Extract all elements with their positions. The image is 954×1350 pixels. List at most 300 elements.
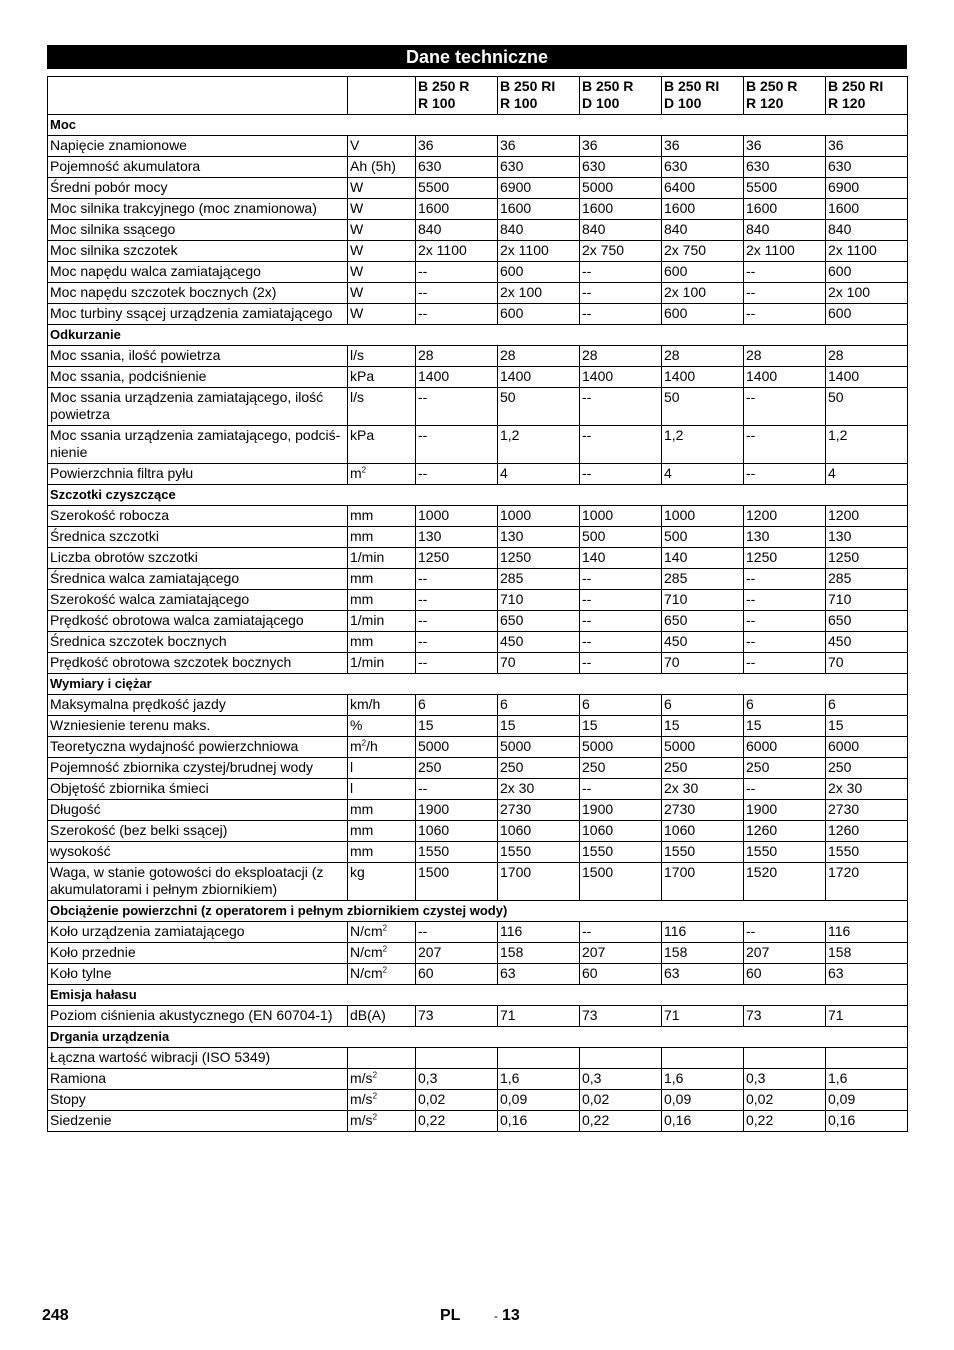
value-cell: -- (416, 283, 498, 304)
value-cell: 250 (498, 758, 580, 779)
value-cell: 116 (826, 922, 908, 943)
unit-cell (348, 220, 416, 241)
parameter-name: Koło tylne (48, 964, 348, 985)
unit-text: W (350, 263, 364, 279)
section-header-row (48, 985, 908, 1006)
value-cell: 73 (744, 1006, 826, 1027)
value-cell: 840 (744, 220, 826, 241)
unit-text: mm (350, 570, 374, 586)
unit-superscript: 2 (372, 1070, 378, 1080)
value-cell: -- (744, 922, 826, 943)
table-row (48, 241, 908, 262)
unit-cell (348, 632, 416, 653)
value-cell: 630 (826, 157, 908, 178)
page-title: Dane techniczne (47, 45, 907, 69)
parameter-name: Maksymalna prędkość jazdy (48, 695, 348, 716)
value-cell: -- (416, 569, 498, 590)
value-cell: 36 (662, 136, 744, 157)
parameter-name: Moc napędu szczotek bocznych (2x) (48, 283, 348, 304)
value-cell: 28 (498, 346, 580, 367)
unit-text: l/s (350, 389, 364, 405)
value-cell: 50 (498, 388, 580, 426)
value-cell: 1550 (416, 842, 498, 863)
unit-cell (348, 964, 416, 985)
table-row (48, 1048, 908, 1069)
value-cell: 36 (826, 136, 908, 157)
value-cell: 0,16 (826, 1111, 908, 1132)
value-cell: 1400 (826, 367, 908, 388)
value-cell: 0,3 (744, 1069, 826, 1090)
value-cell: -- (416, 590, 498, 611)
value-cell: 710 (826, 590, 908, 611)
parameter-name: Liczba obrotów szczotki (48, 548, 348, 569)
value-cell: 1600 (580, 199, 662, 220)
unit-superscript: 2 (382, 944, 388, 954)
unit-text: kPa (350, 368, 375, 384)
value-cell: 1250 (826, 548, 908, 569)
unit-text: kPa (350, 427, 375, 443)
value-cell: 0,09 (498, 1090, 580, 1111)
unit-cell (348, 199, 416, 220)
value-cell: 1,2 (498, 426, 580, 464)
table-row (48, 157, 908, 178)
value-cell: -- (580, 388, 662, 426)
table-row (48, 426, 908, 464)
value-cell: 1000 (416, 506, 498, 527)
value-cell: 0,16 (498, 1111, 580, 1132)
value-cell: 710 (498, 590, 580, 611)
table-row (48, 653, 908, 674)
value-cell: -- (580, 611, 662, 632)
model-header-cell: B 250 RI D 100 (662, 77, 744, 115)
value-cell: 1550 (662, 842, 744, 863)
table-row (48, 821, 908, 842)
table-row (48, 262, 908, 283)
unit-cell (348, 569, 416, 590)
value-cell: 1550 (744, 842, 826, 863)
unit-cell (348, 1048, 416, 1069)
value-cell: 600 (662, 304, 744, 325)
parameter-name: Moc silnika trakcyjnego (moc znamionowa) (48, 199, 348, 220)
unit-cell (348, 779, 416, 800)
value-cell: 2x 750 (662, 241, 744, 262)
value-cell: 1250 (744, 548, 826, 569)
value-cell: 130 (744, 527, 826, 548)
unit-text: mm (350, 822, 374, 838)
header-blank-cell (348, 77, 416, 115)
unit-superscript: 2 (372, 1112, 378, 1122)
parameter-name: Długość (48, 800, 348, 821)
parameter-name: Prędkość obrotowa walca zamiatającego (48, 611, 348, 632)
model-header-cell: B 250 RI R 100 (498, 77, 580, 115)
value-cell: 2730 (662, 800, 744, 821)
value-cell (744, 1048, 826, 1069)
parameter-name: Koło urządzenia zamiatającego (48, 922, 348, 943)
unit-cell (348, 283, 416, 304)
section-title: Wymiary i ciężar (48, 674, 908, 695)
value-cell: 1900 (580, 800, 662, 821)
value-cell: 840 (416, 220, 498, 241)
unit-cell (348, 136, 416, 157)
value-cell: -- (416, 922, 498, 943)
parameter-name: Średnica szczotki (48, 527, 348, 548)
value-cell: 63 (826, 964, 908, 985)
unit-cell (348, 1090, 416, 1111)
unit-cell (348, 262, 416, 283)
value-cell: 50 (662, 388, 744, 426)
unit-text: km/h (350, 696, 381, 712)
value-cell: 1700 (662, 863, 744, 901)
parameter-name: Waga, w stanie gotowości do eksploatacji (z akumulatorami i pełnym zbiornikiem) (48, 863, 348, 901)
page-number: 248 (42, 1307, 69, 1324)
language-code: PL (440, 1307, 461, 1324)
value-cell: 63 (662, 964, 744, 985)
value-cell: 28 (662, 346, 744, 367)
value-cell (498, 1048, 580, 1069)
unit-text: l/s (350, 347, 364, 363)
parameter-name: Moc ssania, podciśnienie (48, 367, 348, 388)
table-row (48, 716, 908, 737)
value-cell: 130 (416, 527, 498, 548)
value-cell: 15 (662, 716, 744, 737)
parameter-name: Moc silnika szczotek (48, 241, 348, 262)
value-cell: 28 (744, 346, 826, 367)
value-cell: 6000 (826, 737, 908, 758)
value-cell: 71 (662, 1006, 744, 1027)
table-row (48, 922, 908, 943)
value-cell: 1500 (416, 863, 498, 901)
value-cell: 60 (416, 964, 498, 985)
table-row (48, 1090, 908, 1111)
value-cell: 840 (498, 220, 580, 241)
value-cell: 158 (662, 943, 744, 964)
value-cell: 1900 (416, 800, 498, 821)
unit-text: W (350, 305, 364, 321)
unit-cell (348, 611, 416, 632)
table-row (48, 178, 908, 199)
value-cell: 630 (498, 157, 580, 178)
parameter-name: Średnica walca zamiatającego (48, 569, 348, 590)
value-cell: -- (416, 779, 498, 800)
value-cell: 4 (826, 464, 908, 485)
value-cell: 36 (580, 136, 662, 157)
value-cell: 450 (662, 632, 744, 653)
value-cell: -- (580, 304, 662, 325)
unit-text: W (350, 284, 364, 300)
value-cell: 130 (826, 527, 908, 548)
unit-text: 1/min (350, 549, 385, 565)
table-row (48, 842, 908, 863)
value-cell: 0,02 (744, 1090, 826, 1111)
specifications-table (47, 76, 908, 1132)
value-cell: -- (744, 632, 826, 653)
value-cell: 71 (826, 1006, 908, 1027)
parameter-name: Ramiona (48, 1069, 348, 1090)
value-cell: 450 (498, 632, 580, 653)
value-cell: 15 (416, 716, 498, 737)
value-cell: 0,22 (416, 1111, 498, 1132)
unit-cell (348, 695, 416, 716)
value-cell: 207 (744, 943, 826, 964)
value-cell: 250 (744, 758, 826, 779)
value-cell: 5000 (662, 737, 744, 758)
unit-text: N/cm (350, 923, 383, 939)
parameter-name: Koło przednie (48, 943, 348, 964)
value-cell: 1060 (662, 821, 744, 842)
unit-cell (348, 1111, 416, 1132)
value-cell: 6 (498, 695, 580, 716)
value-cell: 2x 30 (498, 779, 580, 800)
unit-text: W (350, 200, 364, 216)
table-row (48, 1111, 908, 1132)
table-row (48, 632, 908, 653)
value-cell: 130 (498, 527, 580, 548)
unit-cell (348, 1006, 416, 1027)
unit-text: % (350, 717, 363, 733)
value-cell: 6 (416, 695, 498, 716)
table-row (48, 220, 908, 241)
table-row (48, 304, 908, 325)
value-cell: 207 (416, 943, 498, 964)
section-header-row (48, 485, 908, 506)
value-cell: 140 (662, 548, 744, 569)
value-cell: 1400 (498, 367, 580, 388)
section-title: Emisja hałasu (48, 985, 908, 1006)
table-row (48, 388, 908, 426)
unit-cell (348, 464, 416, 485)
value-cell: 1,2 (662, 426, 744, 464)
value-cell: 5500 (416, 178, 498, 199)
value-cell: 250 (826, 758, 908, 779)
value-cell: 6900 (498, 178, 580, 199)
unit-text: m/s (350, 1112, 373, 1128)
parameter-name: Moc ssania, ilość powietrza (48, 346, 348, 367)
value-cell: 500 (662, 527, 744, 548)
parameter-name: Szerokość robocza (48, 506, 348, 527)
value-cell: 15 (580, 716, 662, 737)
unit-cell (348, 367, 416, 388)
value-cell: 1,6 (662, 1069, 744, 1090)
unit-text: N/cm (350, 965, 383, 981)
value-cell: 0,3 (416, 1069, 498, 1090)
value-cell: 1000 (662, 506, 744, 527)
value-cell: 1550 (826, 842, 908, 863)
parameter-name: wysokość (48, 842, 348, 863)
table-row (48, 800, 908, 821)
value-cell: 5500 (744, 178, 826, 199)
value-cell: -- (744, 590, 826, 611)
value-cell: -- (744, 464, 826, 485)
header-blank-cell (48, 77, 348, 115)
unit-cell (348, 241, 416, 262)
value-cell (662, 1048, 744, 1069)
unit-text: mm (350, 633, 374, 649)
table-row (48, 943, 908, 964)
value-cell: 28 (416, 346, 498, 367)
value-cell: 1600 (662, 199, 744, 220)
value-cell: 0,3 (580, 1069, 662, 1090)
value-cell: -- (744, 388, 826, 426)
value-cell: -- (416, 464, 498, 485)
value-cell: 0,09 (826, 1090, 908, 1111)
value-cell (416, 1048, 498, 1069)
value-cell: 1600 (826, 199, 908, 220)
value-cell: -- (580, 262, 662, 283)
parameter-name: Siedzenie (48, 1111, 348, 1132)
value-cell: 70 (662, 653, 744, 674)
value-cell: 285 (826, 569, 908, 590)
value-cell: 250 (662, 758, 744, 779)
parameter-name: Średni pobór mocy (48, 178, 348, 199)
parameter-name: Moc ssania urządzenia zamiatającego, ilość powietrza (48, 388, 348, 426)
unit-superscript: 2 (361, 738, 367, 748)
value-cell: 2x 1100 (498, 241, 580, 262)
unit-cell (348, 758, 416, 779)
value-cell: -- (744, 611, 826, 632)
value-cell: 158 (498, 943, 580, 964)
table-row (48, 506, 908, 527)
unit-superscript: 2 (361, 465, 367, 475)
section-title: Moc (48, 115, 908, 136)
value-cell: -- (416, 262, 498, 283)
value-cell: -- (744, 779, 826, 800)
table-row (48, 964, 908, 985)
parameter-name: Objętość zbiornika śmieci (48, 779, 348, 800)
table-row (48, 863, 908, 901)
unit-cell (348, 426, 416, 464)
value-cell: 2x 750 (580, 241, 662, 262)
section-title: Szczotki czyszczące (48, 485, 908, 506)
value-cell: 6 (826, 695, 908, 716)
value-cell: 73 (580, 1006, 662, 1027)
unit-text: m/s (350, 1091, 373, 1107)
value-cell: 1000 (580, 506, 662, 527)
unit-text: W (350, 242, 364, 258)
value-cell: 1200 (744, 506, 826, 527)
unit-text: W (350, 179, 364, 195)
unit-cell (348, 506, 416, 527)
value-cell: 71 (498, 1006, 580, 1027)
section-page-value: 13 (502, 1307, 520, 1324)
unit-superscript: 2 (382, 923, 388, 933)
value-cell: 1400 (744, 367, 826, 388)
value-cell: 1400 (580, 367, 662, 388)
value-cell: 600 (498, 262, 580, 283)
value-cell: 6000 (744, 737, 826, 758)
unit-text: l (350, 780, 354, 796)
section-header-row (48, 1027, 908, 1048)
value-cell: -- (580, 590, 662, 611)
value-cell: 1900 (744, 800, 826, 821)
value-cell: 1500 (580, 863, 662, 901)
value-cell: 0,09 (662, 1090, 744, 1111)
value-cell (580, 1048, 662, 1069)
parameter-name: Moc ssania urządzenia zamiatającego, podciś-nienie (48, 426, 348, 464)
value-cell: 630 (744, 157, 826, 178)
parameter-name: Stopy (48, 1090, 348, 1111)
table-row (48, 1006, 908, 1027)
value-cell: 1,2 (826, 426, 908, 464)
unit-text: mm (350, 801, 374, 817)
table-row (48, 737, 908, 758)
parameter-name: Wzniesienie terenu maks. (48, 716, 348, 737)
value-cell: 2x 100 (826, 283, 908, 304)
value-cell: -- (580, 283, 662, 304)
unit-superscript: 2 (372, 1091, 378, 1101)
value-cell: 0,22 (580, 1111, 662, 1132)
parameter-name: Łączna wartość wibracji (ISO 5349) (48, 1048, 348, 1069)
value-cell: 15 (498, 716, 580, 737)
value-cell: 840 (662, 220, 744, 241)
table-row (48, 199, 908, 220)
unit-cell (348, 716, 416, 737)
value-cell: 4 (498, 464, 580, 485)
value-cell: 1550 (498, 842, 580, 863)
value-cell: 140 (580, 548, 662, 569)
unit-text: 1/min (350, 654, 385, 670)
value-cell: -- (744, 283, 826, 304)
unit-cell (348, 548, 416, 569)
parameter-name: Pojemność akumulatora (48, 157, 348, 178)
value-cell: 250 (416, 758, 498, 779)
unit-text: kg (350, 864, 365, 880)
table-row (48, 283, 908, 304)
value-cell: 5000 (580, 178, 662, 199)
value-cell: 116 (498, 922, 580, 943)
unit-cell (348, 157, 416, 178)
unit-text: m (350, 465, 362, 481)
unit-cell (348, 388, 416, 426)
value-cell: -- (744, 426, 826, 464)
table-row (48, 527, 908, 548)
value-cell: 450 (826, 632, 908, 653)
value-cell: 2x 100 (662, 283, 744, 304)
value-cell: 4 (662, 464, 744, 485)
value-cell: 1520 (744, 863, 826, 901)
value-cell: 15 (826, 716, 908, 737)
unit-cell (348, 800, 416, 821)
section-title: Obciążenie powierzchni (z operatorem i pełnym zbiornikiem czystej wody) (48, 901, 908, 922)
parameter-name: Poziom ciśnienia akustycznego (EN 60704-1) (48, 1006, 348, 1027)
unit-cell (348, 821, 416, 842)
value-cell: 36 (744, 136, 826, 157)
value-cell: 600 (826, 262, 908, 283)
value-cell: -- (416, 653, 498, 674)
value-cell: 6400 (662, 178, 744, 199)
value-cell: 1060 (580, 821, 662, 842)
value-cell: -- (744, 262, 826, 283)
value-cell (826, 1048, 908, 1069)
value-cell: 6900 (826, 178, 908, 199)
value-cell: 1000 (498, 506, 580, 527)
unit-text: mm (350, 591, 374, 607)
value-cell: 2730 (498, 800, 580, 821)
value-cell: 5000 (580, 737, 662, 758)
table-row (48, 548, 908, 569)
value-cell: -- (580, 464, 662, 485)
parameter-name: Moc turbiny ssącej urządzenia zamiatającego (48, 304, 348, 325)
value-cell: 5000 (498, 737, 580, 758)
value-cell: 250 (580, 758, 662, 779)
parameter-name: Średnica szczotek bocznych (48, 632, 348, 653)
value-cell: 73 (416, 1006, 498, 1027)
section-header-row (48, 115, 908, 136)
unit-text: 1/min (350, 612, 385, 628)
table-row (48, 590, 908, 611)
table-row (48, 1069, 908, 1090)
unit-cell (348, 590, 416, 611)
table-row (48, 695, 908, 716)
